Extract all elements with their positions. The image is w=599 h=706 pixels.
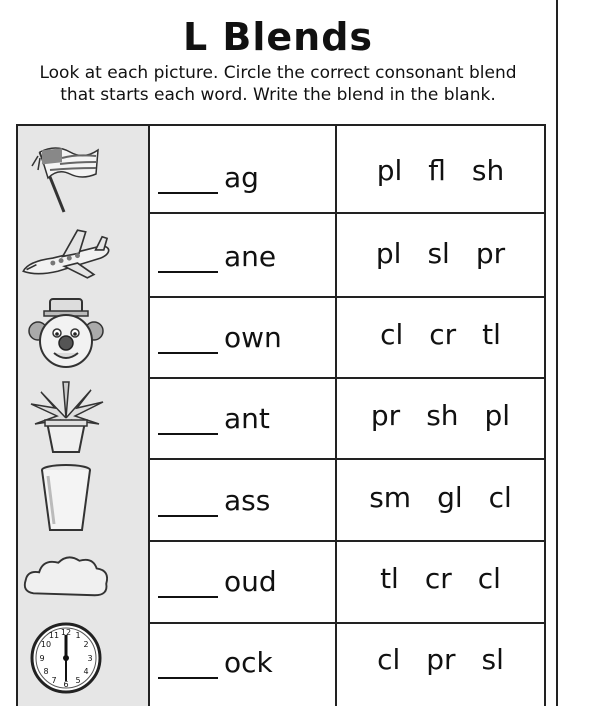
blend-option[interactable]: fl: [428, 153, 446, 187]
blend-option[interactable]: pr: [370, 398, 401, 432]
blend-choices: [335, 314, 546, 354]
blend-option[interactable]: tl: [380, 561, 399, 595]
blend-choices: [335, 150, 546, 190]
blend-option[interactable]: tl: [482, 317, 501, 351]
answer-blank[interactable]: [158, 570, 218, 598]
word-ending: ant: [224, 402, 270, 435]
blend-choices: [335, 558, 546, 598]
blend-option[interactable]: cl: [377, 642, 401, 676]
blend-choices: [335, 395, 546, 435]
svg-text:2: 2: [83, 640, 89, 649]
list-item: [158, 477, 318, 517]
svg-text:11: 11: [48, 631, 60, 640]
answer-blank[interactable]: [158, 245, 218, 273]
cloud-icon: [20, 542, 112, 614]
answer-blank[interactable]: [158, 489, 218, 517]
blend-option[interactable]: cr: [424, 561, 452, 595]
row-divider: [150, 540, 546, 542]
answer-blank[interactable]: [158, 326, 218, 354]
answer-blank[interactable]: [158, 407, 218, 435]
word-ending: ock: [224, 646, 273, 679]
word-ending: ag: [224, 161, 259, 194]
answer-blank[interactable]: [158, 651, 218, 679]
svg-text:8: 8: [43, 667, 49, 676]
blend-option[interactable]: sh: [426, 398, 459, 432]
clown-icon: [20, 298, 112, 370]
blend-option[interactable]: pr: [426, 642, 456, 676]
blend-option[interactable]: sm: [369, 480, 412, 514]
instructions-line-2: that starts each word. Write the blend in the blank.: [60, 85, 496, 105]
blend-option[interactable]: cl: [488, 480, 512, 514]
blend-option[interactable]: cl: [380, 317, 404, 351]
blend-option[interactable]: pl: [376, 153, 403, 187]
instructions-line-1: Look at each picture. Circle the correct consonant blend: [39, 63, 517, 83]
flag-icon: [20, 140, 112, 212]
list-item: [158, 154, 318, 194]
clock-icon: [20, 622, 112, 694]
blend-option[interactable]: pr: [475, 236, 506, 270]
list-item: [158, 558, 318, 598]
row-divider: [150, 458, 546, 460]
svg-text:10: 10: [40, 640, 52, 649]
row-divider: [150, 296, 546, 298]
blend-option[interactable]: sl: [481, 642, 504, 676]
answer-blank[interactable]: [158, 166, 218, 194]
blend-option[interactable]: sh: [471, 153, 505, 187]
blend-choices: [335, 233, 546, 273]
potted-plant-icon: [20, 380, 112, 452]
word-ending: own: [224, 321, 282, 354]
blend-choices: [335, 639, 546, 679]
list-item: [158, 233, 318, 273]
row-divider: [150, 622, 546, 624]
word-ending: ane: [224, 240, 277, 273]
list-item: [158, 395, 318, 435]
blend-option[interactable]: sl: [427, 236, 450, 270]
svg-text:12: 12: [60, 628, 72, 637]
row-divider: [150, 212, 546, 214]
svg-text:9: 9: [39, 654, 45, 663]
worksheet-title: L Blends: [182, 15, 374, 59]
svg-text:5: 5: [75, 676, 81, 685]
list-item: [158, 314, 318, 354]
svg-text:7: 7: [51, 676, 57, 685]
blend-option[interactable]: cl: [477, 561, 501, 595]
word-ending: oud: [224, 565, 277, 598]
row-divider: [150, 377, 546, 379]
blend-choices: [335, 477, 546, 517]
glass-icon: [20, 462, 112, 534]
page-edge-line: [556, 0, 558, 706]
airplane-icon: [20, 218, 112, 290]
svg-text:4: 4: [83, 667, 89, 676]
blend-option[interactable]: pl: [484, 398, 511, 432]
svg-text:6: 6: [63, 680, 69, 689]
word-ending: ass: [224, 484, 271, 517]
blend-option[interactable]: gl: [437, 480, 463, 514]
list-item: [158, 639, 318, 679]
blend-option[interactable]: pl: [375, 236, 402, 270]
instructions: [0, 62, 556, 106]
svg-text:1: 1: [75, 631, 81, 640]
svg-text:3: 3: [87, 654, 93, 663]
blend-option[interactable]: cr: [429, 317, 457, 351]
